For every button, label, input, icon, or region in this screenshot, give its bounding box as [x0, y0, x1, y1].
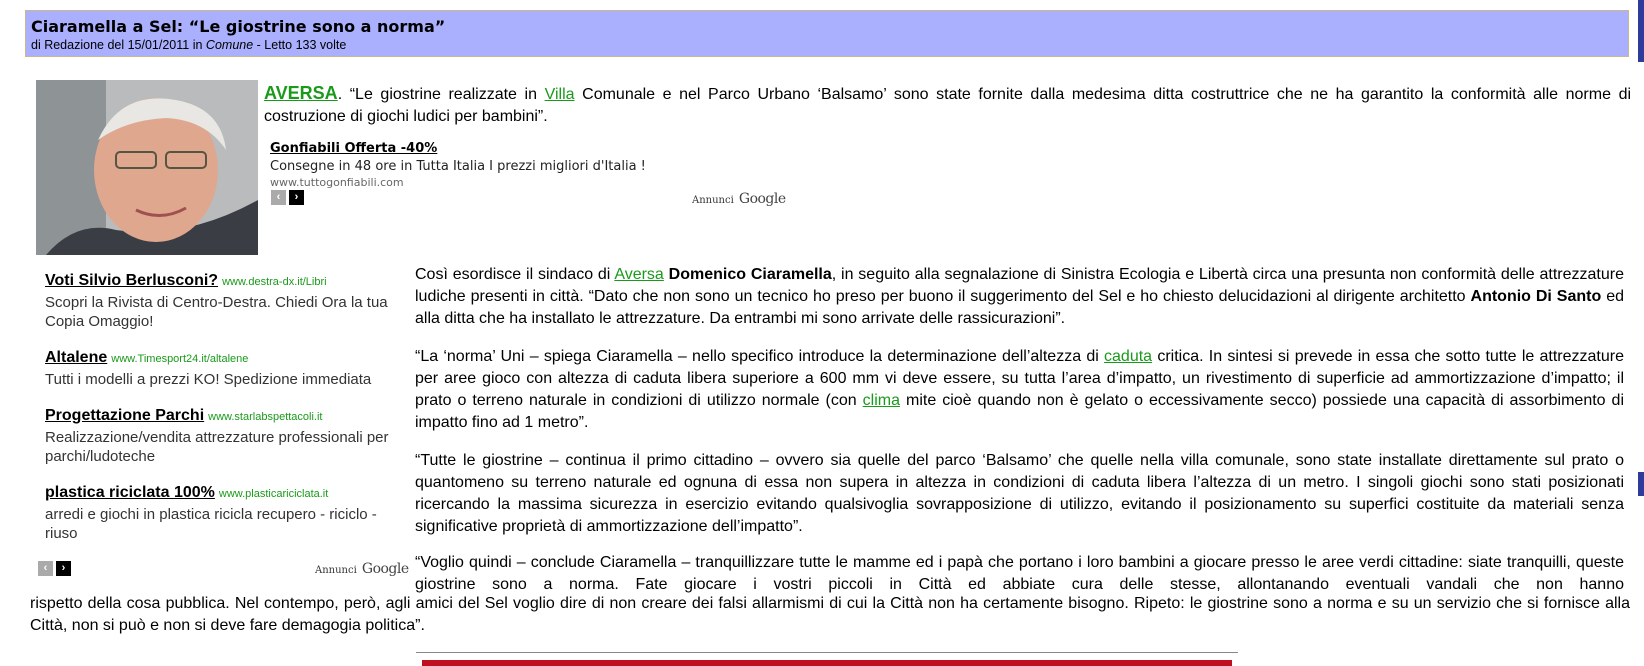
google-logo: Google — [361, 561, 409, 577]
sidebar-ad-url[interactable]: www.starlabspettacoli.it — [208, 411, 323, 423]
sidebar-ad-title[interactable]: Altalene — [45, 349, 108, 366]
meta-suffix: - Letto 133 volte — [256, 38, 347, 52]
annunci-google-sidebar[interactable] — [315, 558, 409, 577]
meta-category[interactable]: Comune — [205, 38, 254, 52]
annunci-label: Annunci — [692, 195, 734, 206]
google-ad-top — [270, 141, 646, 189]
architect-name: Antonio Di Santo — [1470, 288, 1602, 305]
body-paragraph-2 — [415, 346, 1624, 434]
ad-top-nav — [271, 190, 304, 205]
sidebar-ad-desc: Tutti i modelli a prezzi KO! Spedizione immediata — [45, 371, 372, 388]
sidebar-ad-title[interactable]: Voti Silvio Berlusconi? — [45, 272, 219, 289]
lead-paragraph — [264, 82, 1631, 128]
scrollbar-thumb[interactable] — [1638, 472, 1644, 496]
body-paragraph-3: “Tutte le giostrine – continua il primo cittadino – ovvero sia quelle del parco ‘Balsamo’ che quelle nella villa comunale, sono state installate direttamente sul prato o quantomeno su terreno naturale ed ognuna di essa non supera in altezza in condizioni di caduta libera l’altezza di un metro. I singoli giochi sono stati posizionati ricercando la massima sicurezza in esercizio evitando qualsivoglia sovrapposizione di utilizzo, evitando il posizionamento su superfici costituite da materiali senza significative proprietà di ammortizzazione dell’impatto”. — [415, 452, 1624, 535]
sidebar-ad — [45, 407, 400, 466]
annunci-label: Annunci — [315, 565, 357, 576]
sidebar-ad-url[interactable]: www.plasticariciclata.it — [218, 488, 329, 500]
lead-text-2: Comunale e nel Parco Urbano ‘Balsamo’ sono state fornite dalla medesima ditta costruttrice che ne ha garantito la conformità alle norme di costruzione di giochi ludici per bambini”. — [264, 86, 1632, 125]
red-divider — [422, 660, 1232, 666]
annunci-google-top[interactable] — [692, 188, 786, 207]
ad-next-button[interactable]: › — [289, 190, 304, 205]
ad-text: Consegne in 48 ore in Tutta Italia I prezzi migliori d'Italia ! — [270, 159, 646, 174]
sidebar-ad — [45, 272, 400, 331]
sidebar-next-button[interactable]: › — [56, 561, 71, 576]
p1-text-b: , in seguito alla segnalazione di Sinistra Ecologia e Libertà circa una presunta non conformità delle attrezzature ludiche presenti in città. “Dato che non sono un tecnico ho preso per buono il suggerimento del Sel e ho chiesto delucidazioni al dirigente architetto — [415, 266, 1624, 305]
p2-text-c: mite cioè quando non è gelato o eccessivamente secco) possiede una capacità di assorbimento di impatto fino ad 1 metro”. — [415, 392, 1625, 431]
divider-line — [416, 652, 1238, 653]
sidebar-ad-desc: Realizzazione/vendita attrezzature professionali per parchi/ludoteche — [45, 429, 389, 465]
meta-prefix: di Redazione del 15/01/2011 in — [31, 38, 203, 52]
article-meta — [31, 38, 346, 52]
sidebar-ad-title[interactable]: Progettazione Parchi — [45, 407, 205, 424]
sidebar-ad-url[interactable]: www.Timesport24.it/altalene — [111, 353, 249, 365]
p1-text-a: Così esordisce il sindaco di — [415, 266, 611, 283]
lead-text-1: . “Le giostrine realizzate in — [337, 86, 537, 103]
ad-url[interactable]: www.tuttogonfiabili.com — [270, 176, 404, 189]
sidebar-ads — [45, 272, 400, 561]
keyword-link-aversa[interactable]: Aversa — [614, 266, 664, 283]
sidebar-ad — [45, 484, 400, 543]
p1-text-c: ed alla ditta che ha installato le attrezzature. Da entrambi mi sono arrivate delle rassicurazioni”. — [415, 288, 1624, 327]
p2-text-b: critica. In sintesi si prevede in essa che sotto tutte le attrezzature per aree gioco con altezza di caduta libera superiore a 600 mm vi deve essere, su tutta l’area d’impatto, un rivestimento di superficie ad ammortizzazione d’impatto; il prato o terreno naturale in condizioni di utilizzo normale (con — [415, 348, 1624, 409]
sidebar-prev-button[interactable]: ‹ — [38, 561, 53, 576]
body-paragraph-1 — [415, 264, 1624, 330]
place-link[interactable]: AVERSA — [264, 83, 338, 103]
keyword-link-clima[interactable]: clima — [862, 392, 901, 409]
ad-prev-button[interactable]: ‹ — [271, 190, 286, 205]
mayor-name: Domenico Ciaramella — [668, 266, 832, 283]
sidebar-ad — [45, 349, 400, 389]
body-paragraph-4-start: “Voglio quindi – conclude Ciaramella – tranquillizzare tutte le mamme ed i papà che portano i loro bambini a giocare presso le aree verdi cittadine: siate tranquilli, queste giostrine sono a norma. Fate giocare i vostri piccoli in Città ed abbiate cura delle stesse, allontanando eventuali vandali che non hanno — [415, 554, 1624, 593]
sidebar-ad-nav — [38, 561, 71, 576]
p2-text-a: “La ‘norma’ Uni – spiega Ciaramella – nello specifico introduce la determinazione dell’altezza di — [415, 348, 1099, 365]
ad-title[interactable]: Gonfiabili Offerta -40% — [270, 141, 438, 156]
mayor-photo — [36, 80, 258, 255]
scrollbar-edge[interactable] — [1638, 0, 1644, 62]
article-header — [25, 10, 1629, 57]
keyword-link-caduta[interactable]: caduta — [1104, 348, 1153, 365]
sidebar-ad-desc: Scopri la Rivista di Centro-Destra. Chiedi Ora la tua Copia Omaggio! — [45, 294, 388, 330]
keyword-link-villa[interactable]: Villa — [544, 86, 575, 103]
sidebar-ad-title[interactable]: plastica riciclata 100% — [45, 484, 215, 501]
sidebar-ad-desc: arredi e giochi in plastica ricicla recupero - riciclo - riuso — [45, 506, 377, 542]
body-paragraph-4-end: rispetto della cosa pubblica. Nel contempo, però, agli amici del Sel voglio dire di non creare dei falsi allarmismi di cui la Città non ha certamente bisogno. Ripeto: le giostrine sono a norma e su un servizio che si fornisce alla Città, non si può e non si deve fare demagogia politica”. — [30, 595, 1630, 634]
sidebar-ad-url[interactable]: www.destra-dx.it/Libri — [222, 276, 327, 288]
article-title: Ciaramella a Sel: “Le giostrine sono a norma” — [31, 17, 446, 36]
google-logo: Google — [738, 191, 786, 207]
